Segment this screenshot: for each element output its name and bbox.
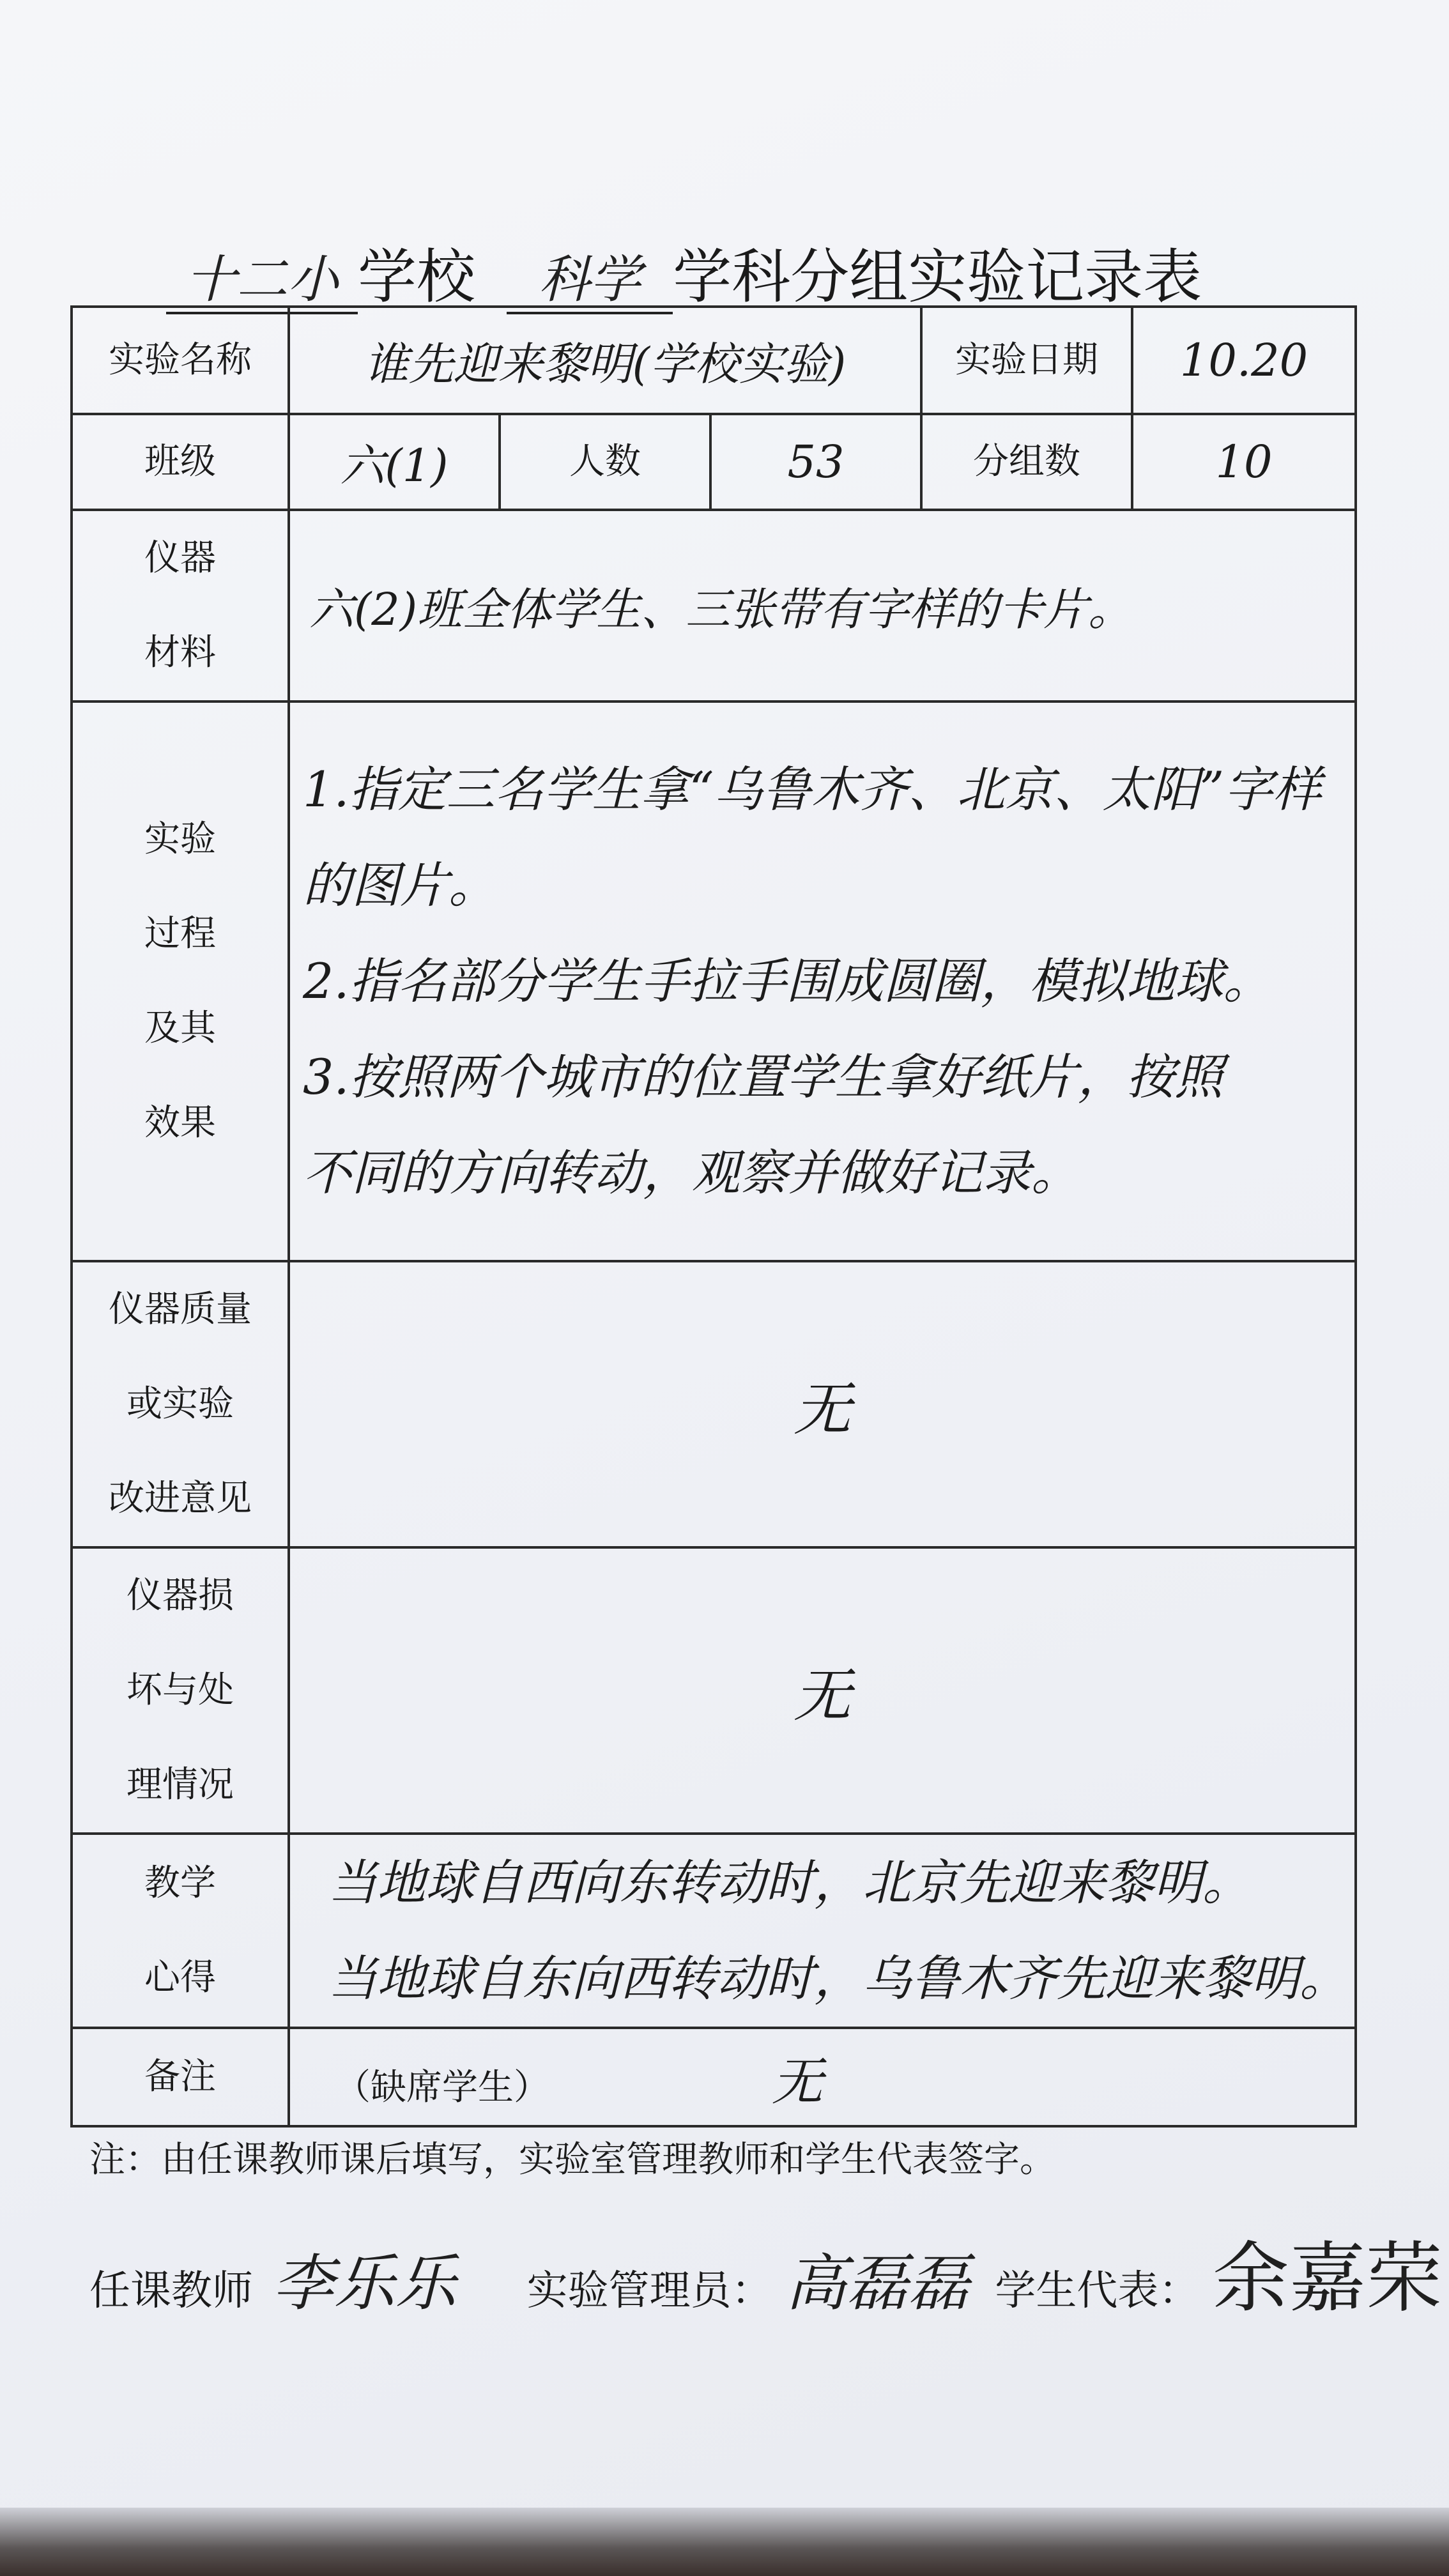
row-experiment-name [72,307,1356,414]
row-quality [72,1261,1356,1547]
materials-label-line: 仪器 [144,537,216,579]
insights-label-line: 教学 [144,1862,216,1904]
process-label-line: 及其 [144,1008,216,1049]
people-value: 53 [710,414,921,510]
process-line: 2.指名部分学生手拉手围成圆圈，模拟地球。 [303,953,1272,1009]
materials-value: 六(2)班全体学生、三张带有字样的卡片。 [289,510,1356,702]
row-process [72,702,1356,1261]
experiment-name-value: 谁先迎来黎明(学校实验) [289,307,921,414]
signature-row [89,2217,1443,2323]
process-content [289,702,1356,1261]
insights-line: 当地球自东向西转动时，乌鲁木齐先迎来黎明。 [328,1950,1348,2007]
admin-signature: 高磊磊 [785,2248,970,2319]
page-title [166,230,1291,313]
groups-label: 分组数 [921,414,1132,510]
school-name-field: 十二小 [166,238,358,314]
desk-edge [0,2508,1449,2576]
student-label: 学生代表： [995,2267,1200,2315]
process-label-line: 实验 [144,818,216,860]
subject-field: 科学 [507,238,673,314]
footer-note: 注：由任课教师课后填写，实验室管理教师和学生代表签字。 [89,2139,1055,2181]
quality-label-line: 或实验 [126,1383,234,1425]
damage-label-line: 坏与处 [126,1669,234,1711]
quality-label [72,1261,289,1547]
school-suffix: 学校 [358,243,476,311]
remarks-label: 备注 [72,2028,289,2126]
damage-value: 无 [289,1547,1356,1834]
damage-label-line: 仪器损 [126,1575,234,1616]
teacher-signature: 李乐乐 [272,2248,457,2319]
quality-label-line: 仪器质量 [109,1289,252,1330]
row-damage [72,1547,1356,1834]
materials-label-line: 材料 [144,632,216,673]
insights-content [289,1834,1356,2028]
class-value: 六(1) [289,414,500,510]
teacher-label: 任课教师 [89,2267,253,2315]
remarks-value: 无 [771,2051,823,2112]
experiment-record-table [70,305,1357,2128]
quality-value: 无 [289,1261,1356,1547]
process-label-line: 效果 [144,1102,216,1144]
row-remarks [72,2028,1356,2126]
title-suffix: 学科分组实验记录表 [673,243,1202,311]
process-line: 1.指定三名学生拿“乌鲁木齐、北京、太阳”字样 [303,761,1322,818]
insights-line: 当地球自西向东转动时，北京先迎来黎明。 [328,1854,1251,1911]
people-label: 人数 [500,414,710,510]
remarks-content [289,2028,1356,2126]
insights-label-line: 心得 [144,1957,216,1998]
row-class [72,414,1356,510]
process-line: 不同的方向转动，观察并做好记录。 [303,1144,1080,1201]
experiment-date-label: 实验日期 [921,307,1132,414]
process-label [72,702,289,1261]
row-insights [72,1834,1356,2028]
quality-label-line: 改进意见 [109,1478,252,1519]
experiment-date-value: 10.20 [1132,307,1356,414]
row-materials [72,510,1356,702]
experiment-name-label: 实验名称 [72,307,289,414]
process-line: 的图片。 [303,857,497,914]
remarks-hint: （缺席学生） [335,2066,549,2108]
process-line: 3.按照两个城市的位置学生拿好纸片，按照 [303,1048,1223,1105]
student-signature: 余嘉荣 [1212,2234,1443,2323]
damage-label [72,1547,289,1834]
admin-label: 实验管理员： [526,2267,772,2315]
damage-label-line: 理情况 [126,1764,234,1805]
process-label-line: 过程 [144,913,216,954]
materials-label [72,510,289,702]
groups-value: 10 [1132,414,1356,510]
insights-label [72,1834,289,2028]
class-label: 班级 [72,414,289,510]
